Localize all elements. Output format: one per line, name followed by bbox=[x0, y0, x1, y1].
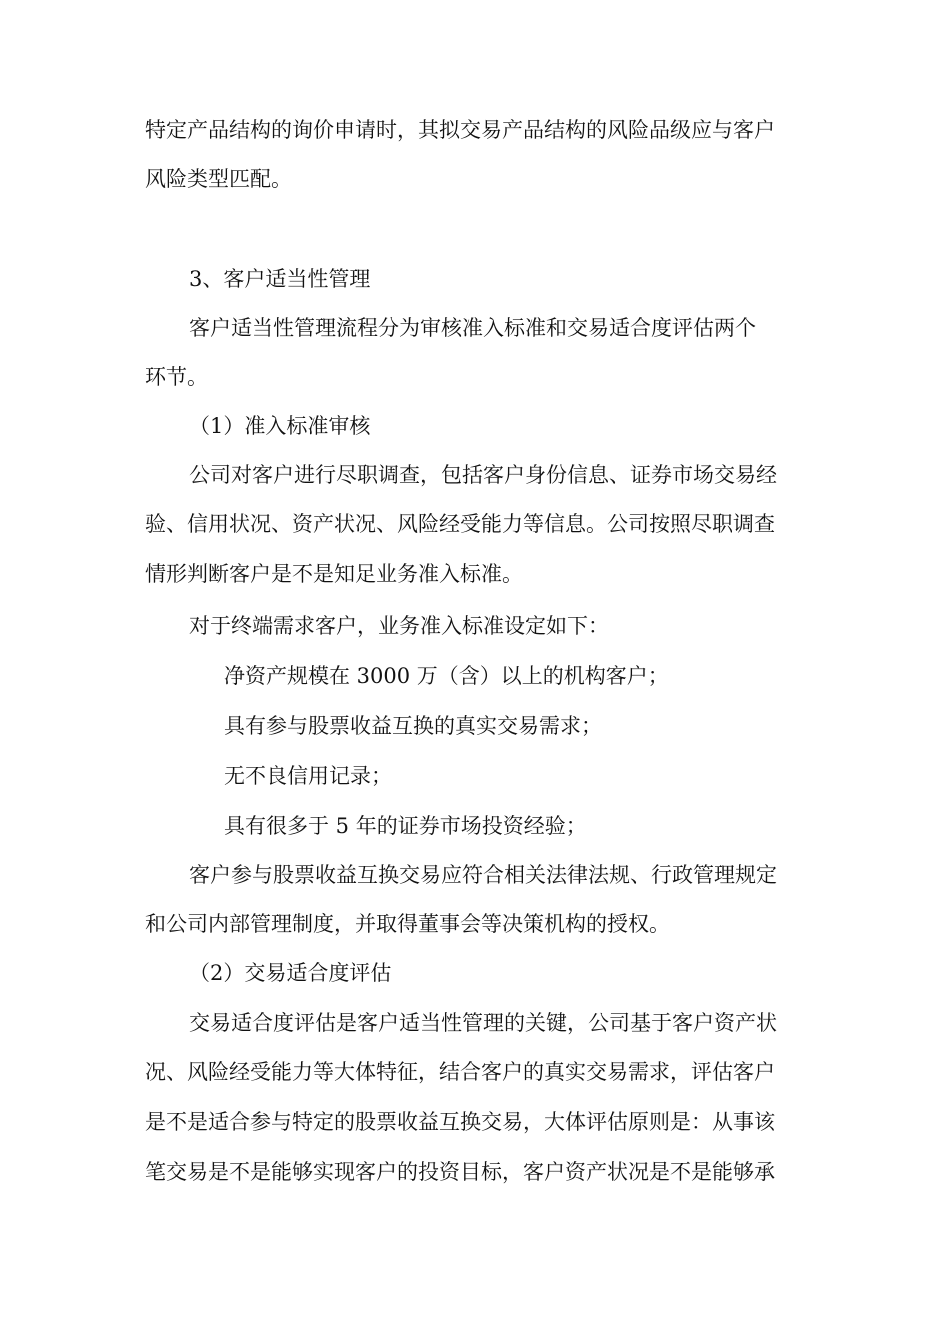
paragraph-line: 和公司内部管理制度，并取得董事会等决策机构的授权。 bbox=[145, 912, 670, 936]
list-item: 具有很多于 5 年的证券市场投资经验； bbox=[224, 814, 587, 838]
section-heading: 3、客户适当性管理 bbox=[189, 267, 371, 291]
paragraph-line: 对于终端需求客户，业务准入标准设定如下： bbox=[189, 614, 609, 638]
paragraph-line: 情形判断客户是不是知足业务准入标准。 bbox=[145, 562, 523, 586]
subsection-heading: （2）交易适合度评估 bbox=[189, 961, 392, 985]
paragraph-line: 笔交易是不是能够实现客户的投资目标，客户资产状况是不是能够承 bbox=[145, 1160, 775, 1184]
list-item: 净资产规模在 3000 万（含）以上的机构客户； bbox=[224, 664, 669, 688]
paragraph-line: 是不是适合参与特定的股票收益互换交易，大体评估原则是：从事该 bbox=[145, 1110, 775, 1134]
paragraph-line: 公司对客户进行尽职调查，包括客户身份信息、证券市场交易经 bbox=[189, 463, 777, 487]
paragraph-line: 客户参与股票收益互换交易应符合相关法律法规、行政管理规定 bbox=[189, 863, 777, 887]
paragraph-line: 况、风险经受能力等大体特征，结合客户的真实交易需求，评估客户 bbox=[145, 1060, 775, 1084]
list-item: 具有参与股票收益互换的真实交易需求； bbox=[224, 714, 602, 738]
paragraph-line: 交易适合度评估是客户适当性管理的关键，公司基于客户资产状 bbox=[189, 1011, 777, 1035]
list-item: 无不良信用记录； bbox=[224, 764, 392, 788]
paragraph-line: 风险类型匹配。 bbox=[145, 167, 292, 191]
paragraph-line: 特定产品结构的询价申请时，其拟交易产品结构的风险品级应与客户 bbox=[145, 118, 775, 142]
paragraph-line: 客户适当性管理流程分为审核准入标准和交易适合度评估两个 bbox=[189, 316, 756, 340]
paragraph-line: 验、信用状况、资产状况、风险经受能力等信息。公司按照尽职调查 bbox=[145, 512, 775, 536]
paragraph-line: 环节。 bbox=[145, 365, 208, 389]
subsection-heading: （1）准入标准审核 bbox=[189, 414, 371, 438]
